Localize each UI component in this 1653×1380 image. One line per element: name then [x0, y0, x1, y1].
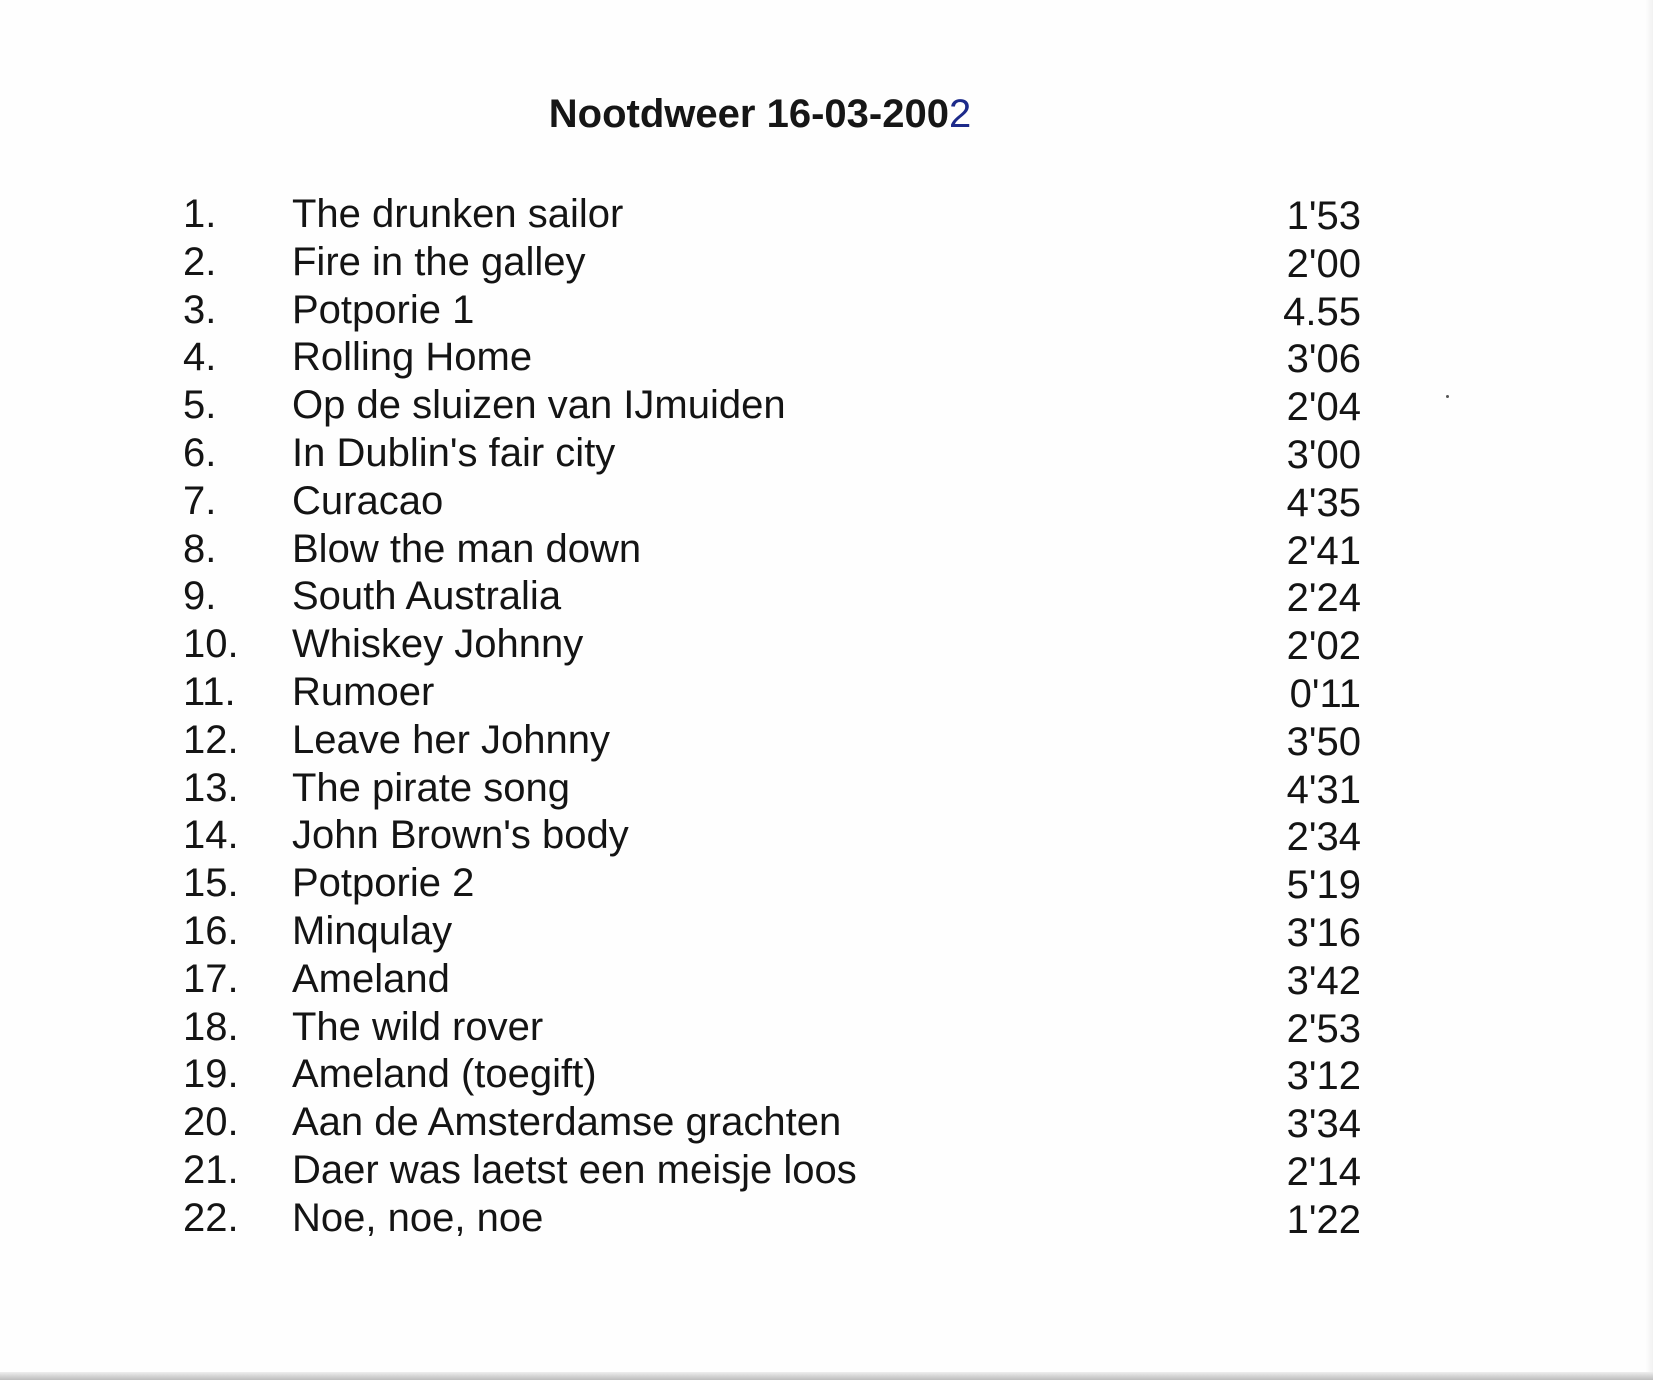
- track-duration: 1'53: [1286, 194, 1361, 238]
- track-row: [0, 764, 1653, 812]
- track-number: 20.: [183, 1100, 239, 1145]
- page-title: [0, 92, 1520, 137]
- track-title: Op de sluizen van IJmuiden: [292, 383, 786, 428]
- track-duration: 2'24: [1286, 576, 1361, 621]
- track-number: 15.: [183, 861, 239, 906]
- track-title: Curacao: [292, 478, 444, 523]
- track-title: Blow the man down: [292, 526, 642, 571]
- track-number: 10.: [183, 622, 239, 667]
- track-title: Fire in the galley: [292, 239, 586, 284]
- track-row: [0, 477, 1653, 525]
- track-row: [0, 572, 1653, 620]
- track-row: [0, 955, 1653, 1003]
- track-title: Leave her Johnny: [292, 717, 611, 762]
- track-duration: 4'35: [1286, 480, 1361, 525]
- track-duration: 2'14: [1286, 1149, 1361, 1194]
- track-duration: 2'02: [1286, 624, 1361, 669]
- track-row: [0, 907, 1653, 955]
- track-duration: 3'50: [1286, 719, 1361, 764]
- track-duration: 5'19: [1286, 863, 1361, 908]
- track-duration: 3'16: [1286, 910, 1361, 955]
- title-text: Nootdweer 16-03-200: [548, 92, 949, 136]
- track-number: 11.: [183, 669, 236, 714]
- track-number: 13.: [183, 765, 239, 810]
- track-row: [0, 1146, 1653, 1194]
- track-row: [0, 286, 1653, 334]
- track-title: Ameland: [292, 956, 450, 1001]
- track-duration: 1'22: [1286, 1197, 1361, 1242]
- track-duration: 4'31: [1286, 767, 1361, 812]
- track-row: [0, 811, 1653, 859]
- track-row: [0, 1050, 1653, 1098]
- track-row: [0, 668, 1653, 716]
- track-duration: 3'00: [1286, 432, 1361, 477]
- track-row: [0, 716, 1653, 764]
- track-number: 16.: [183, 908, 239, 953]
- track-duration: 0'11: [1289, 671, 1361, 716]
- track-number: 22.: [183, 1195, 239, 1240]
- track-number: 14.: [183, 813, 239, 858]
- track-title: John Brown's body: [292, 813, 629, 858]
- track-duration: 2'41: [1286, 528, 1361, 573]
- track-title: Rolling Home: [292, 335, 533, 380]
- track-title: The drunken sailor: [292, 192, 624, 236]
- track-title: Daer was laetst een meisje loos: [292, 1147, 857, 1192]
- track-title: Aan de Amsterdamse grachten: [292, 1100, 842, 1145]
- track-duration: 2'00: [1286, 241, 1361, 286]
- track-duration: 3'06: [1286, 337, 1361, 382]
- track-row: [0, 381, 1653, 429]
- track-duration: 3'34: [1286, 1102, 1361, 1147]
- track-number: 5.: [183, 383, 217, 428]
- track-number: 4.: [183, 335, 217, 380]
- track-duration: 3'42: [1286, 958, 1361, 1003]
- track-duration: 2'04: [1286, 385, 1361, 430]
- track-row: [0, 620, 1653, 668]
- track-duration: 4.55: [1283, 289, 1361, 334]
- track-title: Ameland (toegift): [292, 1052, 597, 1097]
- track-number: 18.: [183, 1004, 239, 1049]
- track-number: 3.: [183, 287, 217, 332]
- track-row: [0, 525, 1653, 573]
- title-last-digit: 2: [948, 92, 972, 136]
- track-row: [0, 1098, 1653, 1146]
- track-number: 9.: [183, 574, 217, 619]
- track-row: [0, 1194, 1653, 1242]
- page-right-edge: [1645, 0, 1653, 1380]
- track-title: South Australia: [292, 574, 562, 619]
- track-row: [0, 333, 1653, 381]
- track-title: Noe, noe, noe: [292, 1195, 544, 1240]
- track-number: 7.: [183, 478, 217, 523]
- track-number: 19.: [183, 1052, 239, 1097]
- track-duration: 2'34: [1286, 815, 1361, 860]
- scan-speck: [1446, 395, 1449, 398]
- track-number: 2.: [183, 239, 217, 284]
- track-row: [0, 859, 1653, 907]
- track-row: [0, 1003, 1653, 1051]
- track-number: 17.: [183, 956, 239, 1001]
- track-title: Potporie 2: [292, 861, 475, 906]
- track-title: Whiskey Johnny: [292, 622, 584, 667]
- track-number: 1.: [183, 192, 217, 236]
- track-number: 21.: [183, 1147, 239, 1192]
- track-title: In Dublin's fair city: [292, 430, 616, 475]
- track-title: Rumoer: [292, 669, 435, 714]
- page-bottom-edge: [0, 1372, 1653, 1380]
- track-number: 8.: [183, 526, 217, 571]
- track-title: Minqulay: [292, 908, 453, 953]
- track-row: [0, 238, 1653, 286]
- track-title: The wild rover: [292, 1004, 544, 1049]
- track-number: 6.: [183, 430, 217, 475]
- track-row: [0, 190, 1653, 238]
- track-duration: 3'12: [1286, 1054, 1361, 1099]
- track-title: The pirate song: [292, 765, 570, 810]
- track-number: 12.: [183, 717, 239, 762]
- track-list: [0, 190, 1653, 1242]
- track-title: Potporie 1: [292, 287, 475, 332]
- track-row: [0, 429, 1653, 477]
- track-duration: 2'53: [1286, 1006, 1361, 1051]
